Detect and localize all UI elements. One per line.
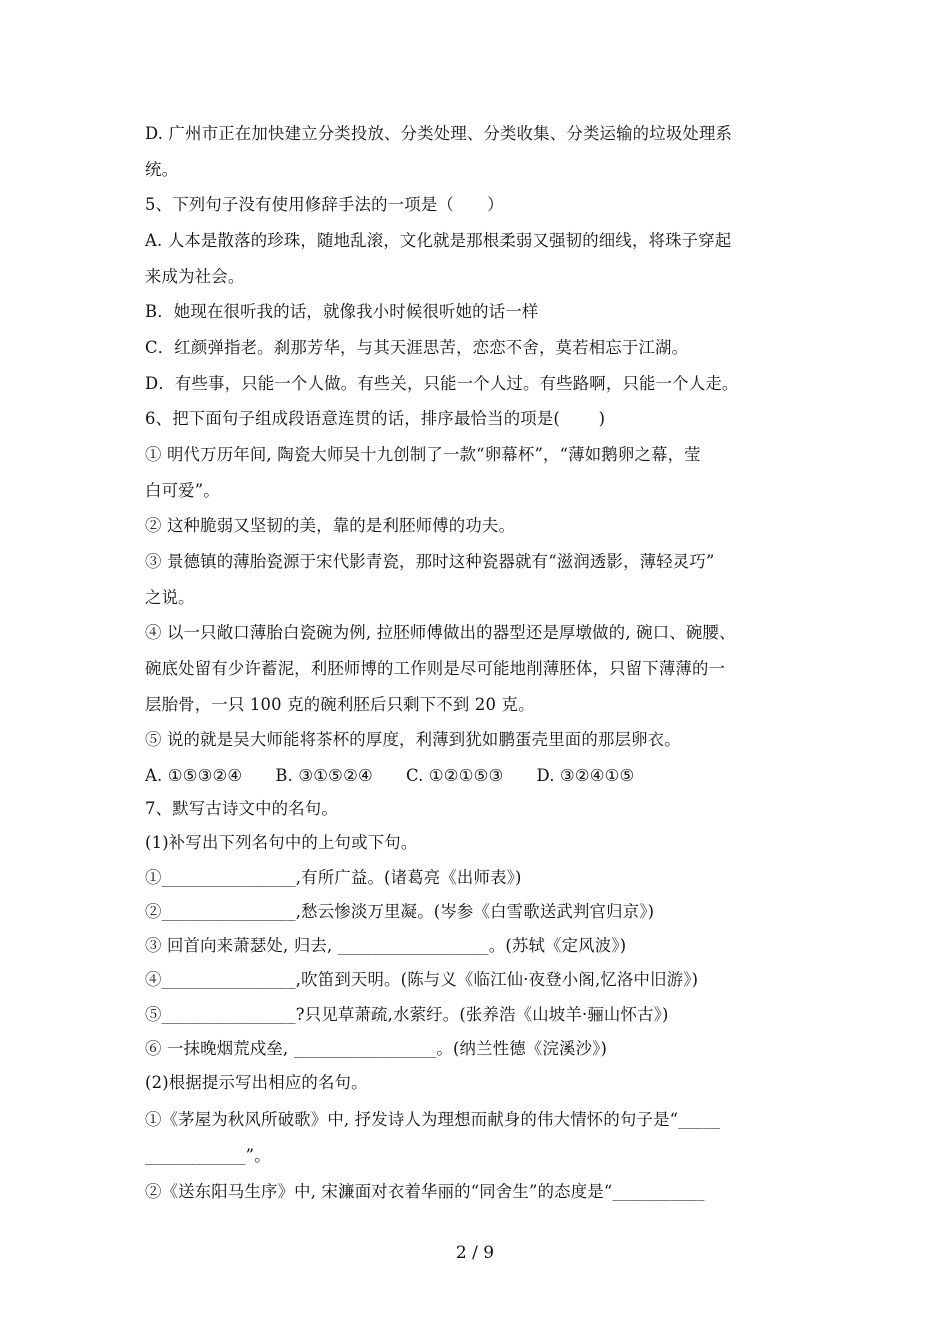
answer-options: A. ①⑤③②④ B. ③①⑤②④ C. ①②①⑤③ D. ③②④①⑤ (145, 766, 635, 785)
subquestion-1: (1)补写出下列名句中的上句或下句。 (145, 833, 418, 852)
option-a: A. 人本是散落的珍珠，随地乱滚，文化就是那根柔弱又强韧的细线，将珠子穿起 (145, 231, 732, 250)
page-number: 2 / 9 (455, 1243, 495, 1263)
text-line: 之说。 (145, 588, 195, 607)
fill-blank-1: ①________________,有所广益。(诸葛亮《出师表》) (145, 868, 522, 887)
text-line: D. 广州市正在加快建立分类投放、分类处理、分类收集、分类运输的垃圾处理系 (145, 124, 733, 143)
fill-blank-2: ②________________,愁云惨淡万里凝。(岑参《白雪歌送武判官归京》) (145, 902, 655, 921)
text-line: 统。 (145, 160, 179, 179)
sentence-5: ⑤ 说的就是吴大师能将茶杯的厚度，利薄到犹如鹏蛋壳里面的那层卵衣。 (145, 730, 681, 749)
fill-blank-5: ⑤________________?只见草萧疏,水萦纡。(张养浩《山坡羊·骊山怀古》) (145, 1005, 669, 1024)
prompt-1: ①《茅屋为秋风所破歌》中, 抒发诗人为理想而献身的伟大情怀的句子是“_____ (145, 1110, 721, 1129)
text-line: ____________”。 (145, 1146, 271, 1165)
text-line: 来成为社会。 (145, 267, 245, 286)
sentence-4: ④ 以一只敞口薄胎白瓷碗为例, 拉胚师傅做出的器型还是厚墩做的, 碗口、碗腰、 (145, 623, 736, 642)
text-line: 碗底处留有少许蓄泥，利胚师博的工作则是尽可能地削薄胚体，只留下薄薄的一 (145, 659, 726, 678)
sentence-1: ① 明代万历年间, 陶瓷大师吴十九创制了一款“卵幕杯”，“薄如鹅卵之幕，莹 (145, 445, 701, 464)
option-d: D．有些事，只能一个人做。有些关，只能一个人过。有些路啊，只能一个人走。 (145, 374, 739, 393)
question-5: 5、下列句子没有使用修辞手法的一项是（ ） (145, 195, 504, 214)
fill-blank-4: ④________________,吹笛到天明。(陈与义《临江仙·夜登小阁,忆洛中旧游》) (145, 970, 699, 989)
sentence-3: ③ 景德镇的薄胎瓷源于宋代影青瓷，那时这种瓷器就有“滋润透影，薄轻灵巧” (145, 552, 715, 571)
question-7: 7、默写古诗文中的名句。 (145, 799, 338, 818)
text-line: 白可爱”。 (145, 481, 220, 500)
option-b: B．她现在很听我的话，就像我小时候很听她的话一样 (145, 302, 539, 321)
fill-blank-3: ③ 回首向来萧瑟处, 归去, __________________。(苏轼《定风波》) (145, 936, 627, 955)
prompt-2: ②《送东阳马生序》中, 宋濂面对衣着华丽的“同舍生”的态度是“___________ (145, 1182, 705, 1201)
question-6: 6、把下面句子组成段语意连贯的话，排序最恰当的项是( ) (145, 409, 606, 428)
text-line: 层胎骨，一只 100 克的碗利胚后只剩下不到 20 克。 (145, 695, 535, 714)
fill-blank-6: ⑥ 一抹晚烟荒戍垒, _________________。(纳兰性德《浣溪沙》) (145, 1039, 608, 1058)
subquestion-2: (2)根据提示写出相应的名句。 (145, 1073, 368, 1092)
option-c: C．红颜弹指老。刹那芳华，与其天涯思苦，恋恋不舍，莫若相忘于江湖。 (145, 338, 689, 357)
sentence-2: ② 这种脆弱又坚韧的美，靠的是利胚师傅的功夫。 (145, 516, 516, 535)
